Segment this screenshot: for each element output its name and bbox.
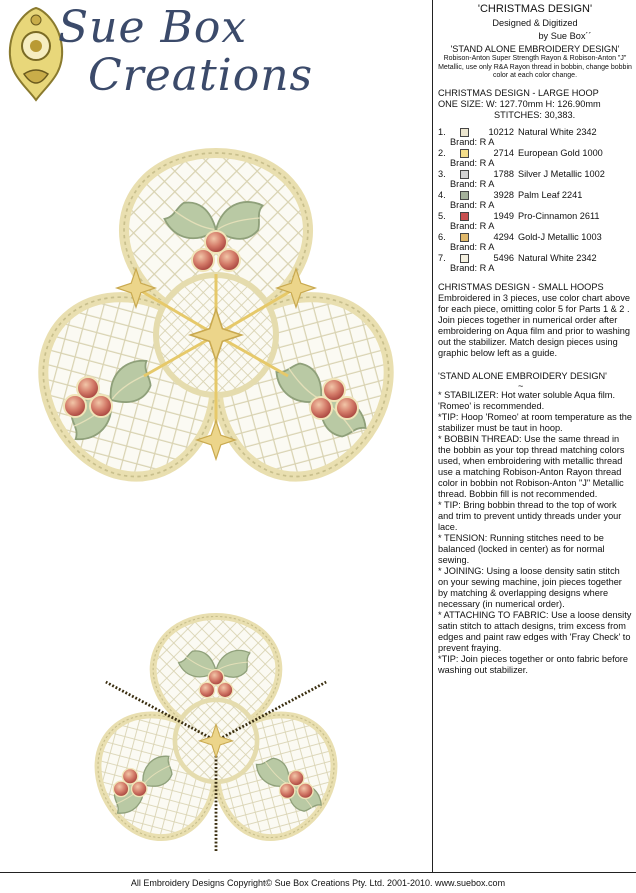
tip-hoop: *TIP: Hoop 'Romeo' at room temperature as the stabilizer must be taut in hoop. <box>438 411 632 433</box>
color-row <box>438 232 632 253</box>
color-swatch <box>460 128 469 137</box>
color-row <box>438 127 632 148</box>
bobbin-note: * BOBBIN THREAD: Use the same thread in the bobbin as your top thread matching colors used, when embroidering with metallic thread use a matching Robison-Anton Rayon thread color in bobbin not Robison-Anton "J" Metallic thread. Bobbin fill is not recommended. <box>438 433 625 499</box>
color-number: 4. <box>438 189 446 200</box>
color-name: Natural White 2342 <box>518 252 597 263</box>
color-swatch <box>460 212 469 221</box>
tip-join: *TIP: Join pieces together or onto fabric before washing out stabilizer. <box>438 653 628 675</box>
joining-note: * JOINING: Using a loose density satin stitch on your sewing machine, join pieces together by matching & overlapping designs where necessary (in numerical order). <box>438 565 622 609</box>
color-row <box>438 148 632 169</box>
color-number: 5. <box>438 210 446 221</box>
logo-line-1: Sue Box <box>58 2 248 53</box>
color-row <box>438 190 632 211</box>
color-code: 1949 <box>493 210 514 221</box>
color-brand: Brand: R A <box>450 220 495 231</box>
color-code: 4294 <box>493 231 514 242</box>
color-code: 5496 <box>493 252 514 263</box>
color-swatch <box>460 170 469 179</box>
color-brand: Brand: R A <box>450 136 495 147</box>
color-brand: Brand: R A <box>450 199 495 210</box>
design-title: 'CHRISTMAS DESIGN' <box>477 3 593 15</box>
footer-rule <box>0 872 636 873</box>
color-brand: Brand: R A <box>450 241 495 252</box>
color-name: Silver J Metallic 1002 <box>518 168 605 179</box>
color-brand: Brand: R A <box>450 157 495 168</box>
large-hoop-size: ONE SIZE: W: 127.70mm H: 126.90mm <box>438 98 601 109</box>
thread-note: Robison-Anton Super Strength Rayon & Robison-Anton "J" Metallic, use only R&A Rayon thread in bobbin, change bobbin color at each color change. <box>438 55 632 80</box>
tension-note: * TENSION: Running stitches need to be balanced (locked in center) as for normal sewing. <box>438 532 605 565</box>
logo-line-2: Creations <box>88 50 314 101</box>
instructions-panel <box>438 2 632 676</box>
stabilizer-note: * STABILIZER: Hot water soluble Aqua film. 'Romeo' is recommended. <box>438 389 616 411</box>
footer-copyright: All Embroidery Designs Copyright© Sue Box Creations Pty. Ltd. 2001-2010. www.suebox.com <box>130 878 506 888</box>
large-hoop-title: CHRISTMAS DESIGN - LARGE HOOP <box>438 87 599 98</box>
color-row <box>438 169 632 190</box>
vertical-divider <box>432 0 433 872</box>
color-swatch <box>460 254 469 263</box>
small-design-image <box>76 570 356 865</box>
large-design-image <box>16 130 416 510</box>
attaching-note: * ATTACHING TO FABRIC: Use a loose density satin stitch to attach designs, trim excess from edges and paint raw edges with 'Fray Check' to prevent fraying. <box>438 609 632 653</box>
color-code: 3928 <box>493 189 514 200</box>
color-code: 10212 <box>488 126 514 137</box>
color-name: Natural White 2342 <box>518 126 597 137</box>
instructions-title: 'STAND ALONE EMBROIDERY DESIGN' <box>438 370 607 381</box>
color-number: 3. <box>438 168 446 179</box>
color-brand: Brand: R A <box>450 262 495 273</box>
instructions-tilde: ~ <box>518 380 524 391</box>
designer-line: by Sue Box´´ <box>538 31 592 41</box>
color-name: Pro-Cinnamon 2611 <box>518 210 600 221</box>
small-hoops-title: CHRISTMAS DESIGN - SMALL HOOPS <box>438 281 604 292</box>
tip-bobbin: * TIP: Bring bobbin thread to the top of work and trim to prevent untidy threads under your lace. <box>438 499 622 532</box>
color-swatch <box>460 191 469 200</box>
color-brand: Brand: R A <box>450 178 495 189</box>
color-number: 7. <box>438 252 446 263</box>
color-swatch <box>460 149 469 158</box>
designed-line: Designed & Digitized <box>492 18 578 28</box>
standalone-heading: 'STAND ALONE EMBROIDERY DESIGN' <box>450 44 620 54</box>
color-name: Palm Leaf 2241 <box>518 189 583 200</box>
logo-emblem <box>6 4 66 104</box>
large-hoop-stitches: STITCHES: 30,383. <box>494 109 576 120</box>
color-name: Gold-J Metallic 1003 <box>518 231 602 242</box>
color-number: 2. <box>438 147 446 158</box>
color-chart <box>438 127 632 274</box>
color-code: 1788 <box>493 168 514 179</box>
color-name: European Gold 1000 <box>518 147 603 158</box>
small-hoops-body: Embroidered in 3 pieces, use color chart above for each piece, omitting color 5 for Parts 1 & 2 . Join pieces together in numerical order after embroidering on Aqua film and prior to washing out the stabilizer. Match design pieces using graphic below left as a guide. <box>438 292 631 358</box>
color-number: 6. <box>438 231 446 242</box>
color-number: 1. <box>438 126 446 137</box>
color-code: 2714 <box>493 147 514 158</box>
color-row <box>438 211 632 232</box>
color-row <box>438 253 632 274</box>
color-swatch <box>460 233 469 242</box>
